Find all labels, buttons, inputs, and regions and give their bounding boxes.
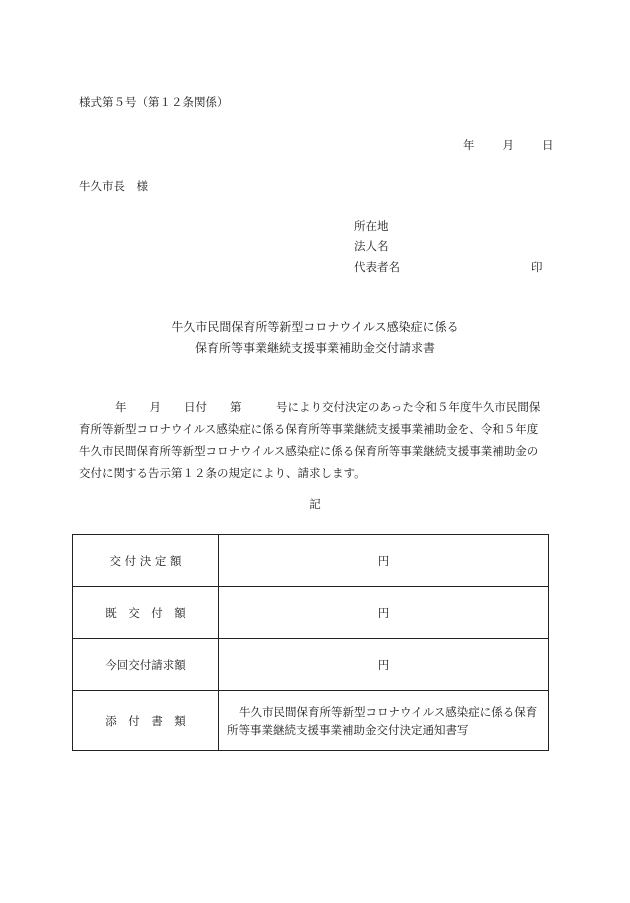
document-title-line1: 牛久市民間保育所等新型コロナウイルス感染症に係る: [171, 320, 459, 334]
date-day: 日: [542, 138, 554, 152]
date-line: [463, 137, 554, 153]
body-line-1: 年 月 日付 第 号により交付決定のあった令和５年度牛久市民間保: [115, 400, 541, 414]
table-row: [73, 587, 549, 639]
row-value: 円: [219, 535, 549, 587]
attachment-line-2: 所等事業継続支援事業補助金交付決定通知書写: [227, 722, 469, 737]
date-year: 年: [463, 138, 475, 152]
row-value: 円: [219, 639, 549, 691]
request-body: [79, 396, 551, 484]
row-label: 添 付 書 類: [73, 691, 219, 751]
body-line-3: 牛久市民間保育所等新型コロナウイルス感染症に係る保育所等事業継続支援事業補助金の: [79, 444, 539, 458]
attachment-line-1: 牛久市民間保育所等新型コロナウイルス感染症に係る保育: [239, 704, 538, 719]
seal-mark: 印: [531, 260, 543, 274]
attachments-cell: [219, 691, 549, 751]
row-label: 今回交付請求額: [73, 639, 219, 691]
form-number: 様式第５号（第１２条関係）: [79, 95, 229, 109]
addressee: 牛久市長 様: [79, 179, 148, 193]
representative-label: 代表者名: [354, 260, 400, 274]
body-line-2: 育所等新型コロナウイルス感染症に係る保育所等事業継続支援事業補助金を、令和５年度: [79, 422, 539, 436]
ki-heading: 記: [309, 497, 321, 511]
body-line-4: 交付に関する告示第１２条の規定により、請求します。: [79, 466, 366, 480]
request-table: [72, 534, 549, 751]
table-row: [73, 691, 549, 751]
document-title-line2: 保育所等事業継続支援事業補助金交付請求書: [194, 341, 435, 355]
corp-name-label: 法人名: [354, 239, 389, 253]
row-label: 既 交 付 額: [73, 587, 219, 639]
address-label: 所在地: [354, 219, 389, 233]
row-value: 円: [219, 587, 549, 639]
date-month: 月: [502, 138, 514, 152]
table-row: [73, 639, 549, 691]
row-label: 交 付 決 定 額: [73, 535, 219, 587]
table-row: [73, 535, 549, 587]
